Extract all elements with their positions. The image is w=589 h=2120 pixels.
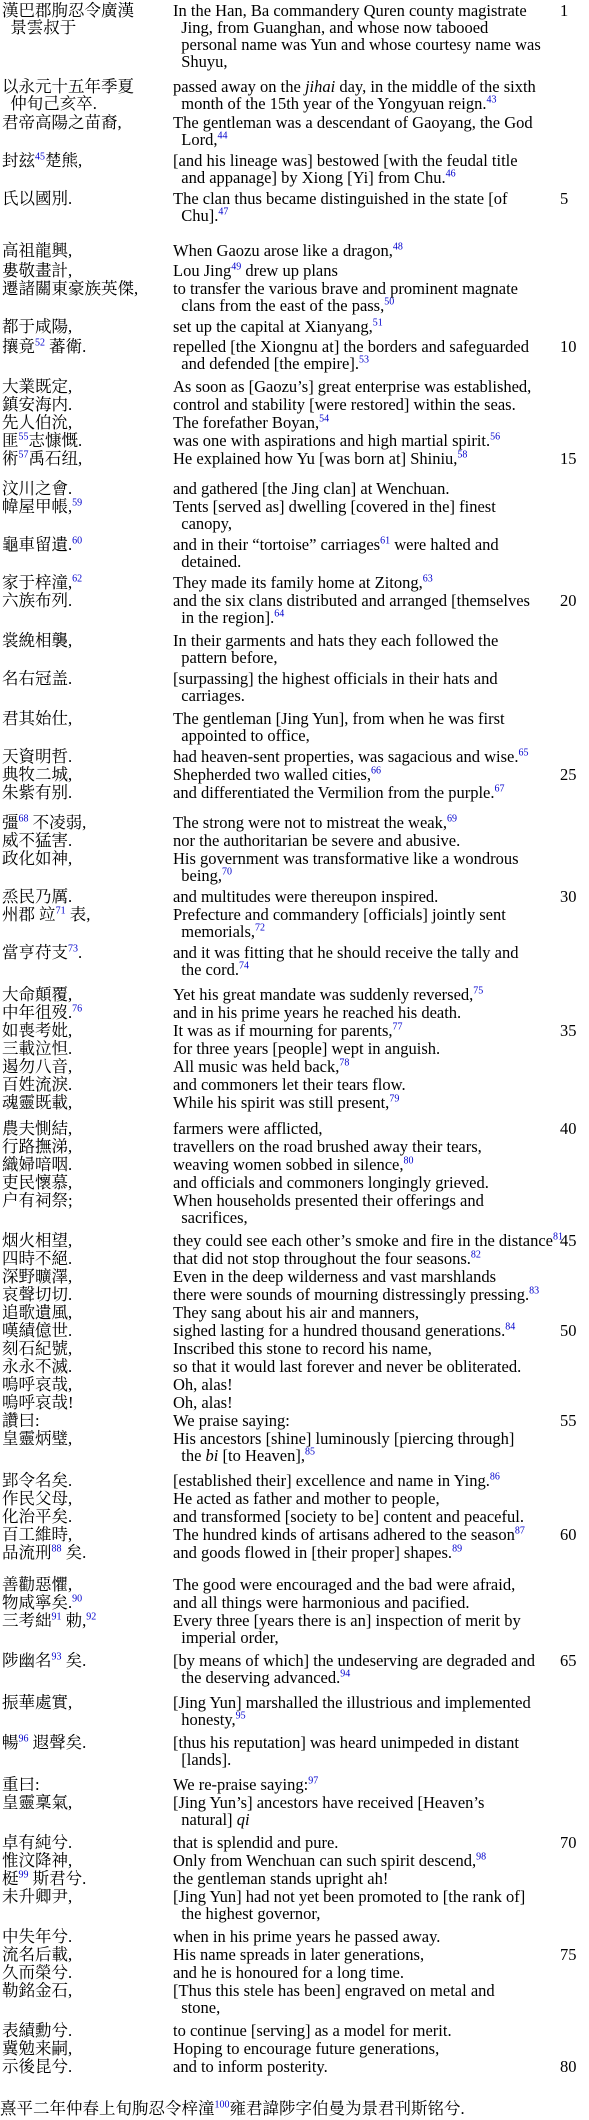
footnote-ref[interactable]: 98 (476, 1851, 487, 1863)
english-translation: Tents [served as] dwelling [covered in the] finest canopy, (173, 497, 496, 533)
english-translation: that did not stop throughout the four seasons.$^{82}$ (173, 1249, 481, 1268)
chinese-text: 漢巴郡朐忍令廣漢 景雲叔于 (2, 1, 134, 37)
chinese-text: 皇靈稟氣, (2, 1793, 73, 1812)
footnote-ref[interactable]: 99 (18, 1869, 29, 1881)
english-translation: [thus his reputation] was heard unimpeded in distant [lands]. (173, 1733, 519, 1769)
chinese-text: 吏民懷慕, (2, 1173, 73, 1192)
chinese-text: 流名后載, (2, 1945, 73, 1964)
footnote-ref[interactable]: 68 (18, 813, 29, 825)
english-translation: The hundred kinds of artisans adhered to the season$^{87}$ (173, 1525, 525, 1544)
chinese-text: 暢$^{96}$ 遐聲矣. (2, 1733, 87, 1752)
line-number: 1 (560, 1, 569, 20)
line-number: 75 (560, 1945, 577, 1964)
english-translation: that is splendid and pure. (173, 1833, 339, 1852)
chinese-text: 都于咸陽, (2, 317, 73, 336)
footnote-ref[interactable]: 51 (372, 317, 383, 329)
chinese-text: 政化如神, (2, 849, 73, 868)
chinese-text: 卓有純兮. (2, 1833, 73, 1852)
footnote-ref[interactable]: 70 (222, 866, 233, 878)
english-translation: Every three [years there is an] inspection of merit by imperial order, (173, 1611, 521, 1647)
chinese-text: 威不猛害. (2, 831, 73, 850)
english-translation: [by means of which] the undeserving are degraded and the deserving advanced.$^{94}$ (173, 1651, 535, 1687)
english-translation: The gentleman [Jing Yun], from when he was first appointed to office, (173, 709, 505, 745)
chinese-text: 君帝高陽之苗裔, (2, 113, 122, 132)
footnote-ref[interactable]: 64 (274, 608, 285, 620)
english-translation: and the six clans distributed and arranged [themselves in the region].$^{64}$ (173, 591, 530, 627)
english-translation: and all things were harmonious and pacified. (173, 1593, 470, 1612)
english-translation: Yet his great mandate was suddenly reversed,$^{75}$ (173, 985, 484, 1004)
chinese-text: 幃屋甲帳,$^{59}$ (2, 497, 83, 516)
footnote-ref[interactable]: 45 (35, 151, 45, 163)
footnote-ref[interactable]: 60 (72, 535, 83, 547)
english-translation: [Thus this stele has been] engraved on metal and stone, (173, 1981, 495, 2017)
english-translation: and in his prime years he reached his death. (173, 1003, 462, 1022)
line-number: 45 (560, 1231, 577, 1250)
english-translation: [Jing Yun] had not yet been promoted to [the rank of] the highest governor, (173, 1887, 526, 1923)
footnote-ref[interactable]: 82 (470, 1249, 481, 1261)
footnote-ref[interactable]: 85 (304, 1446, 315, 1458)
chinese-text: 三考絀$^{91}$ 勅,$^{92}$ (2, 1611, 97, 1630)
italic-term: qi (236, 1810, 250, 1829)
footnote-ref[interactable]: 74 (238, 960, 249, 972)
chinese-text: 遷諸關東豪族英傑, (2, 279, 139, 298)
footnote-ref[interactable]: 67 (494, 783, 505, 795)
footnote-ref[interactable]: 61 (380, 535, 391, 547)
chinese-text: 中年徂歿.$^{76}$ (2, 1003, 83, 1022)
footnote-ref[interactable]: 71 (55, 905, 66, 917)
footnote-ref[interactable]: 72 (255, 922, 266, 934)
chinese-text: 大命顛覆, (2, 985, 73, 1004)
chinese-text: 久而榮兮. (2, 1963, 73, 1982)
english-translation: In the Han, Ba commandery Quren county magistrate Jing, from Guanghan, and whose now tabooed personal name was Yun and whose courtesy name was Shuyu, (173, 1, 541, 71)
english-translation: and officials and commoners longingly grieved. (173, 1173, 489, 1192)
english-translation: It was as if mourning for parents,$^{77}$ (173, 1021, 403, 1040)
english-translation: sighed lasting for a hundred thousand generations.$^{84}$ (173, 1321, 516, 1340)
chinese-text: 如喪考妣, (2, 1021, 73, 1040)
english-translation: Shepherded two walled cities,$^{66}$ (173, 765, 381, 784)
english-translation: The strong were not to mistreat the weak,$^{69}$ (173, 813, 457, 832)
chinese-text: 振華處實, (2, 1693, 73, 1712)
chinese-text: 刻石紀號, (2, 1339, 73, 1358)
chinese-text: 農夫惻結, (2, 1119, 73, 1138)
footnote-ref[interactable]: 47 (218, 206, 229, 218)
english-translation: repelled [the Xiongnu at] the borders and safeguarded and defended [the empire].$^{53}$ (173, 337, 529, 373)
english-translation: travellers on the road brushed away their tears, (173, 1137, 482, 1156)
english-translation: and commoners let their tears flow. (173, 1075, 406, 1094)
chinese-text: 嘆績億世. (2, 1321, 73, 1340)
english-translation: When households presented their offerings and sacrifices, (173, 1191, 484, 1227)
english-translation: set up the capital at Xianyang,$^{51}$ (173, 317, 383, 336)
english-translation: they could see each other’s smoke and fire in the distance$^{81}$ (173, 1231, 563, 1250)
chinese-text: 高祖龍興, (2, 241, 73, 260)
line-number: 30 (560, 887, 577, 906)
footnote-ref[interactable]: 59 (72, 497, 83, 509)
english-translation: was one with aspirations and high martial spirit.$^{56}$ (173, 431, 501, 450)
english-translation: control and stability [were restored] within the seas. (173, 395, 516, 414)
english-translation: had heaven-sent properties, was sagacious and wise.$^{65}$ (173, 747, 529, 766)
english-translation: We re-praise saying:$^{97}$ (173, 1775, 319, 1794)
footnote-ref[interactable]: 84 (505, 1321, 516, 1333)
footnote-ref[interactable]: 83 (529, 1285, 540, 1297)
footnote-ref[interactable]: 78 (339, 1057, 350, 1069)
chinese-text: 嗚呼哀哉! (2, 1393, 74, 1412)
english-translation: and he is honoured for a long time. (173, 1963, 404, 1982)
english-translation: nor the authoritarian be severe and abusive. (173, 831, 461, 850)
chinese-text: 讚曰: (2, 1411, 40, 1430)
english-translation: and to inform posterity. (173, 2057, 328, 2076)
chinese-text: 家于梓潼,$^{62}$ (2, 573, 83, 592)
english-translation: Prefecture and commandery [officials] jointly sent memorials,$^{72}$ (173, 905, 506, 941)
chinese-text: 氏以國別. (2, 189, 73, 208)
chinese-text: 梃$^{99}$ 斯君兮. (2, 1869, 87, 1888)
footnote-ref[interactable]: 55 (18, 431, 29, 443)
chinese-text: 州郡 竝$^{71}$ 表, (2, 905, 91, 924)
english-translation: there were sounds of mourning distressingly pressing.$^{83}$ (173, 1285, 540, 1304)
english-translation: The gentleman was a descendant of Gaoyang, the God Lord,$^{44}$ (173, 113, 533, 149)
footnote-ref[interactable]: 75 (473, 985, 484, 997)
chinese-text: 示後昆兮. (2, 2057, 73, 2076)
footnote-ref[interactable]: 44 (217, 130, 228, 142)
english-translation: His ancestors [shine] luminously [piercing through] the bi [to Heaven],$^{85}$ (173, 1429, 515, 1465)
footnote-ref[interactable]: 97 (308, 1775, 319, 1787)
english-translation: [and his lineage was] bestowed [with the feudal title and appanage] by Xiong [Yi] from Chu.$^{46}$ (173, 151, 518, 187)
english-translation: for three years [people] wept in anguish. (173, 1039, 441, 1058)
line-number: 60 (560, 1525, 577, 1544)
english-translation: and goods flowed in [their proper] shapes.$^{89}$ (173, 1543, 463, 1562)
chinese-text: 典牧二城, (2, 765, 73, 784)
line-number: 35 (560, 1021, 577, 1040)
english-translation: We praise saying: (173, 1411, 290, 1430)
footnote-ref[interactable]: 43 (486, 94, 497, 106)
footnote-ref[interactable]: 87 (514, 1525, 525, 1537)
chinese-text: 永永不滅. (2, 1357, 73, 1376)
chinese-text: 汶川之會. (2, 479, 73, 498)
line-number: 20 (560, 591, 577, 610)
chinese-text: 深野曠澤, (2, 1267, 73, 1286)
chinese-text: 攘竟$^{52}$ 蕃衛. (2, 337, 87, 356)
chinese-text: 户有祠祭; (2, 1191, 73, 1210)
footnote-ref[interactable]: 91 (51, 1611, 62, 1623)
footnote-ref[interactable]: 86 (489, 1471, 500, 1483)
chinese-text: 哀聲切切. (2, 1285, 73, 1304)
chinese-text: 先人伯沇, (2, 413, 73, 432)
line-number: 50 (560, 1321, 577, 1340)
footnote-ref[interactable]: 63 (422, 573, 433, 585)
english-translation: and differentiated the Vermilion from the purple.$^{67}$ (173, 783, 505, 802)
line-number: 70 (560, 1833, 577, 1852)
english-translation: The forefather Boyan,$^{54}$ (173, 413, 330, 432)
chinese-text: 織婦喑咽. (2, 1155, 73, 1174)
footnote-ref[interactable]: 100 (214, 2099, 230, 2111)
chinese-text: 郢令名矣. (2, 1471, 73, 1490)
footnote-ref[interactable]: 94 (340, 1668, 351, 1680)
english-translation: the gentleman stands upright ah! (173, 1869, 389, 1888)
chinese-text: 表績勳兮. (2, 2021, 73, 2040)
italic-term: jihai (304, 77, 336, 96)
english-translation: so that it would last forever and never be obliterated. (173, 1357, 522, 1376)
line-number: 25 (560, 765, 577, 784)
english-translation: passed away on the jihai day, in the middle of the sixth month of the 15th year of the Yongyuan reign.$^{43}$ (173, 77, 536, 113)
english-translation: His government was transformative like a wondrous being,$^{70}$ (173, 849, 519, 885)
line-number: 40 (560, 1119, 577, 1138)
english-translation: They made its family home at Zitong,$^{63}$ (173, 573, 433, 592)
chinese-text: 化治平矣. (2, 1507, 73, 1526)
footnote-ref[interactable]: 96 (18, 1733, 29, 1745)
chinese-text: 嗚呼哀哉, (2, 1375, 73, 1394)
footnote-ref[interactable]: 77 (392, 1021, 403, 1033)
english-translation: farmers were afflicted, (173, 1119, 323, 1138)
english-translation: He explained how Yu [was born at] Shiniu,$^{58}$ (173, 449, 468, 468)
english-translation: and transformed [society to be] content and peaceful. (173, 1507, 524, 1526)
line-number: 10 (560, 337, 577, 356)
english-translation: Only from Wenchuan can such spirit descend,$^{98}$ (173, 1851, 487, 1870)
footnote-ref[interactable]: 56 (490, 431, 501, 443)
chinese-text: 匪$^{55}$志慷慨. (2, 431, 83, 450)
line-number: 5 (560, 189, 569, 208)
english-translation: [established their] excellence and name in Ying.$^{86}$ (173, 1471, 500, 1490)
chinese-text: 物咸寧矣.$^{90}$ (2, 1593, 83, 1612)
english-translation: to transfer the various brave and prominent magnate clans from the east of the pass,$^{50}$ (173, 279, 519, 315)
english-translation: Hoping to encourage future generations, (173, 2039, 440, 2058)
english-translation: Even in the deep wilderness and vast marshlands (173, 1267, 497, 1286)
english-translation: Oh, alas! (173, 1375, 233, 1394)
footnote-ref[interactable]: 53 (359, 354, 369, 366)
footnote-ref[interactable]: 88 (51, 1543, 62, 1555)
chinese-text: 天資明哲. (2, 747, 73, 766)
chinese-text: 追歌遺風, (2, 1303, 73, 1322)
footnote-ref[interactable]: 93 (51, 1651, 62, 1663)
footnote-ref[interactable]: 62 (72, 573, 83, 585)
footnote-ref[interactable]: 58 (457, 449, 468, 461)
chinese-text: 百姓流淚. (2, 1075, 73, 1094)
english-translation: [Jing Yun’s] ancestors have received [Heaven’s natural] qi (173, 1793, 485, 1829)
english-translation: His name spreads in later generations, (173, 1945, 425, 1964)
english-translation: All music was held back,$^{78}$ (173, 1057, 350, 1076)
english-translation: and in their “tortoise” carriages$^{61}$ were halted and detained. (173, 535, 499, 571)
chinese-text: 六族布列. (2, 591, 73, 610)
chinese-text: 惟汶降神, (2, 1851, 73, 1870)
line-number: 80 (560, 2057, 577, 2076)
chinese-text: 四時不絕. (2, 1249, 73, 1268)
chinese-text: 重曰: (2, 1775, 40, 1794)
chinese-text: 裳絻相襲, (2, 631, 73, 650)
english-translation: As soon as [Gaozu’s] great enterprise was established, (173, 377, 532, 396)
english-translation: when in his prime years he passed away. (173, 1927, 441, 1946)
english-translation: [Jing Yun] marshalled the illustrious and implemented honesty,$^{95}$ (173, 1693, 531, 1729)
footnote-ref[interactable]: 48 (392, 241, 403, 253)
footnote-ref[interactable]: 66 (370, 765, 381, 777)
chinese-text: 術$^{57}$禹石纽, (2, 449, 83, 468)
chinese-text: 婁敬畫計, (2, 261, 73, 280)
english-translation: and multitudes were thereupon inspired. (173, 887, 439, 906)
footnote-ref[interactable]: 76 (72, 1003, 83, 1015)
english-translation: weaving women sobbed in silence,$^{80}$ (173, 1155, 414, 1174)
english-translation: and it was fitting that he should receive the tally and the cord.$^{74}$ (173, 943, 519, 979)
english-translation: [surpassing] the highest officials in their hats and carriages. (173, 669, 498, 705)
footnote-ref[interactable]: 52 (35, 337, 45, 349)
chinese-text: 鎮安海内. (2, 395, 73, 414)
colophon: 熹平二年仲春上旬朐忍令梓潼$^{100}$雍君諱陟字伯曼为景君刊斯铭兮. (0, 2099, 465, 2118)
chinese-text: 冀勉来嗣, (2, 2039, 73, 2058)
footnote-ref[interactable]: 95 (235, 1710, 246, 1722)
english-translation: When Gaozu arose like a dragon,$^{48}$ (173, 241, 403, 260)
footnote-ref[interactable]: 57 (18, 449, 29, 461)
chinese-text: 遏勿八音, (2, 1057, 73, 1076)
footnote-ref[interactable]: 79 (389, 1093, 400, 1105)
chinese-text: 皇靈炳璧, (2, 1429, 73, 1448)
english-translation: Lou Jing$^{49}$ drew up plans (173, 261, 338, 280)
english-translation: In their garments and hats they each followed the pattern before, (173, 631, 499, 667)
chinese-text: 烟火相望, (2, 1231, 73, 1250)
chinese-text: 善勸惡懼, (2, 1575, 73, 1594)
chinese-text: 三載泣怛. (2, 1039, 73, 1058)
chinese-text: 百工維時, (2, 1525, 73, 1544)
line-number: 15 (560, 449, 577, 468)
footnote-ref[interactable]: 54 (319, 413, 330, 425)
english-translation: Oh, alas! (173, 1393, 233, 1412)
chinese-text: 勒銘金石, (2, 1981, 73, 2000)
footnote-ref[interactable]: 92 (86, 1611, 97, 1623)
english-translation: The clan thus became distinguished in the state [of Chu].$^{47}$ (173, 189, 508, 225)
footnote-ref[interactable]: 69 (447, 813, 457, 825)
chinese-text: 彊$^{68}$ 不凌弱, (2, 813, 87, 832)
chinese-text: 烝民乃厲. (2, 887, 73, 906)
footnote-ref[interactable]: 73 (68, 943, 78, 955)
chinese-text: 未升卿尹, (2, 1887, 73, 1906)
line-number: 65 (560, 1651, 577, 1670)
chinese-text: 作民父母, (2, 1489, 73, 1508)
chinese-text: 陟幽名$^{93}$ 矣. (2, 1651, 87, 1670)
chinese-text: 中失年兮. (2, 1927, 73, 1946)
english-translation: The good were encouraged and the bad were afraid, (173, 1575, 516, 1594)
chinese-text: 魂靈既載, (2, 1093, 73, 1112)
english-translation: While his spirit was still present,$^{79}$ (173, 1093, 400, 1112)
footnote-ref[interactable]: 89 (452, 1543, 463, 1555)
footnote-ref[interactable]: 81 (552, 1231, 563, 1243)
chinese-text: 封玆$^{45}$楚熊, (2, 151, 83, 170)
chinese-text: 大業既定, (2, 377, 73, 396)
footnote-ref[interactable]: 46 (445, 168, 456, 180)
english-translation: to continue [serving] as a model for merit. (173, 2021, 452, 2040)
chinese-text: 朱紫有别. (2, 783, 73, 802)
footnote-ref[interactable]: 90 (72, 1593, 83, 1605)
chinese-text: 龜車留遺.$^{60}$ (2, 535, 83, 554)
chinese-text: 品流刑$^{88}$ 矣. (2, 1543, 87, 1562)
italic-term: bi (205, 1446, 219, 1465)
footnote-ref[interactable]: 49 (231, 261, 242, 273)
english-translation: They sang about his air and manners, (173, 1303, 420, 1322)
footnote-ref[interactable]: 65 (518, 747, 529, 759)
english-translation: He acted as father and mother to people, (173, 1489, 440, 1508)
chinese-text: 行路撫涕, (2, 1137, 73, 1156)
english-translation: Inscribed this stone to record his name, (173, 1339, 432, 1358)
chinese-text: 以永元十五年季夏 仲旬己亥卒. (2, 77, 134, 113)
footnote-ref[interactable]: 80 (403, 1155, 414, 1167)
english-translation: and gathered [the Jing clan] at Wenchuan. (173, 479, 450, 498)
line-number: 55 (560, 1411, 577, 1430)
chinese-text: 君其始仕, (2, 709, 73, 728)
chinese-text: 當亨苻支$^{73}$. (2, 943, 83, 962)
footnote-ref[interactable]: 50 (384, 296, 395, 308)
chinese-text: 名右冠盖. (2, 669, 73, 688)
